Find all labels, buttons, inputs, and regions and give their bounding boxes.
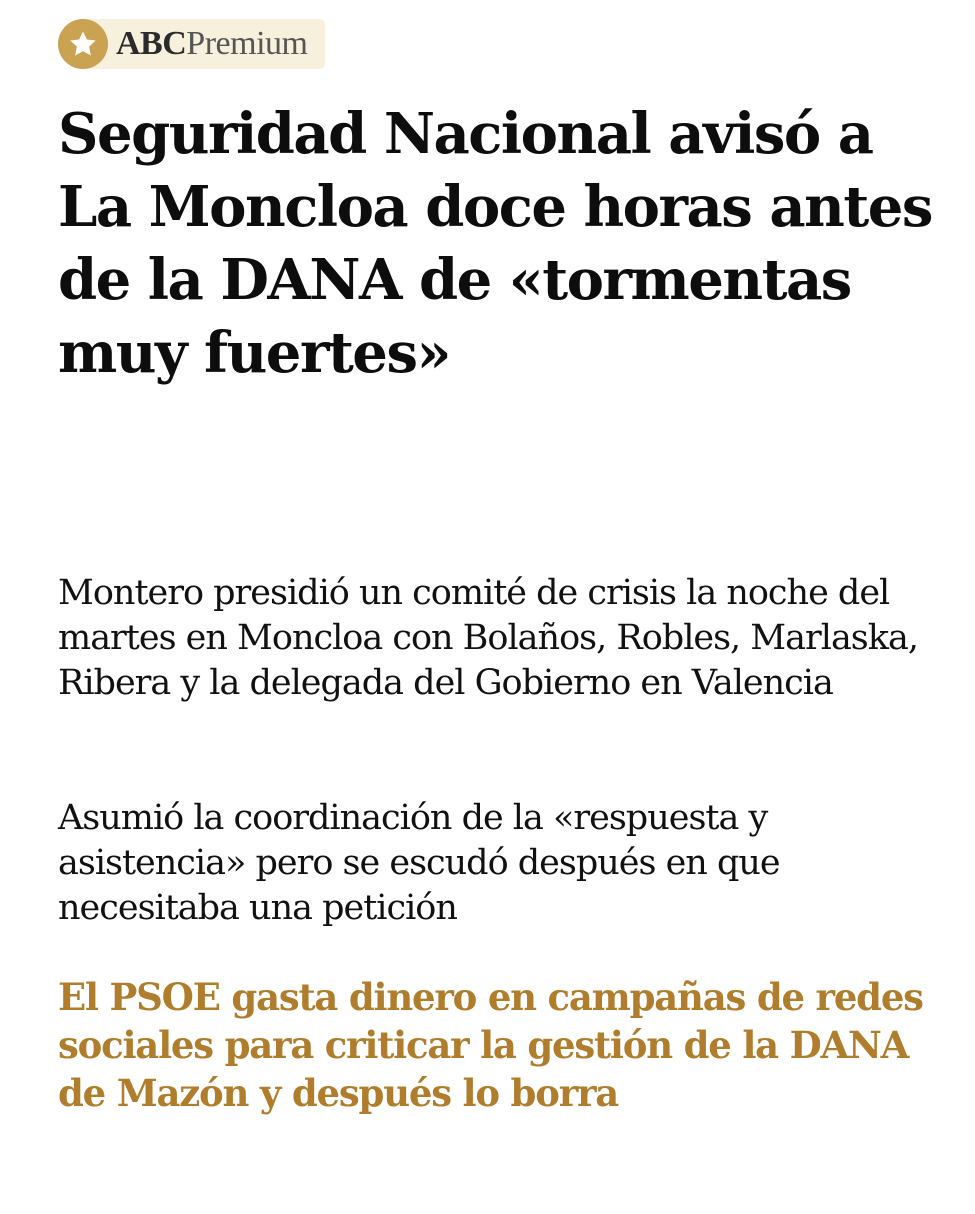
cutoff-next-text xyxy=(58,1184,958,1214)
article-summary-2: Asumió la coordinación de la «respuesta y asistencia» pero se escudó después en que necesitaba una petición xyxy=(58,798,780,928)
brand-name: ABC xyxy=(116,25,187,62)
star-icon xyxy=(58,19,108,69)
related-article-link[interactable]: El PSOE gasta dinero en campañas de redes sociales para criticar la gestión de la DANA de Mazón y después lo borra xyxy=(58,975,923,1115)
brand-tier: Premium xyxy=(186,25,308,62)
badge-label xyxy=(116,27,307,61)
abc-premium-badge xyxy=(58,19,325,69)
article-summary-1: Montero presidió un comité de crisis la noche del martes en Moncloa con Bolaños, Robles, Marlaska, Ribera y la delegada del Gobierno en Valencia xyxy=(58,573,918,703)
article-headline: Seguridad Nacional avisó a La Moncloa doce horas antes de la DANA de «tormentas muy fuertes» xyxy=(58,101,932,386)
